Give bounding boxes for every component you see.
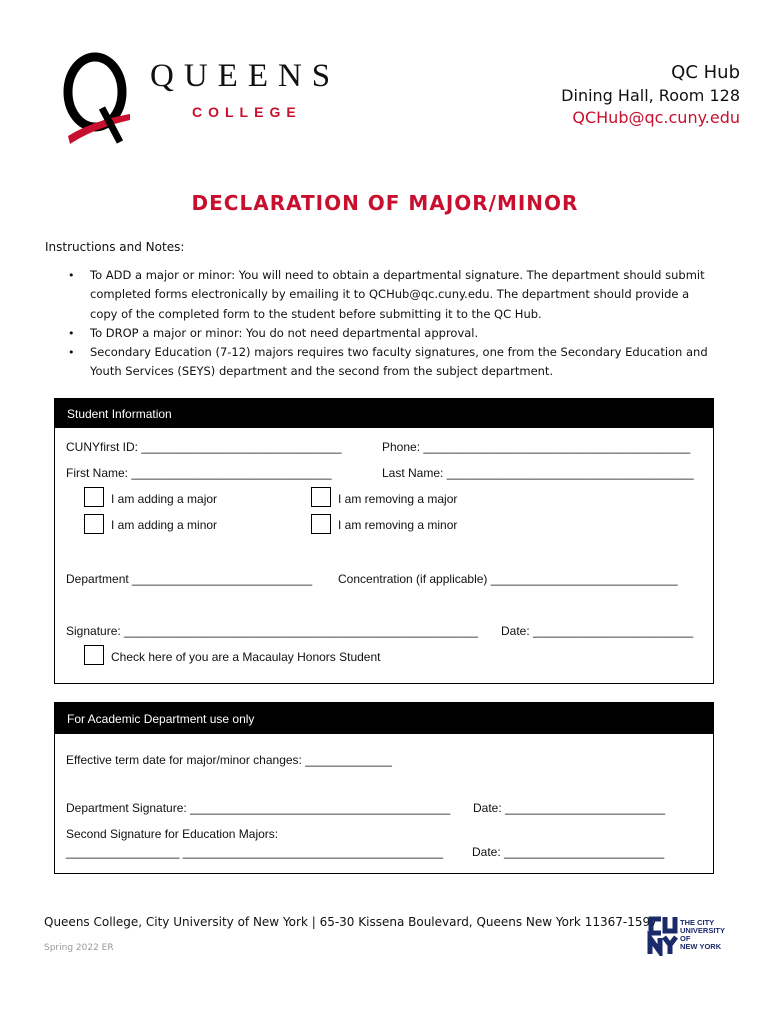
adding-major-label: I am adding a major (111, 492, 218, 506)
phone-field[interactable]: Phone: ________________________________________ (382, 440, 691, 454)
instruction-text: Secondary Education (7-12) majors requires two faculty signatures, one from the Secondary Education and Youth Services (SEYS) department and the second from the subject department. (90, 345, 708, 379)
footer-address: Queens College, City University of New York | 65-30 Kissena Boulevard, Queens New York 11367-1597 (44, 915, 658, 929)
department-use-heading: For Academic Department use only (55, 703, 713, 734)
department-date-field[interactable]: Date: ________________________ (473, 801, 666, 815)
logo-wordmark: QUEENS (150, 58, 341, 94)
footer-edition: Spring 2022 ER (44, 943, 114, 953)
second-date-field[interactable]: Date: ________________________ (472, 845, 665, 859)
signature-field[interactable]: Signature: _____________________________________________________ (66, 624, 478, 638)
instruction-text: To ADD a major or minor: You will need to obtain a departmental signature. The department should submit completed forms electronically by emailing it to QCHub@qc.cuny.edu. The department should provide a copy of the completed form to the student before submitting it to the QC Hub. (90, 268, 705, 321)
second-signature-label: Second Signature for Education Majors: (66, 827, 279, 841)
removing-major-label: I am removing a major (338, 492, 458, 506)
last-name-field[interactable]: Last Name: _____________________________________ (382, 466, 694, 480)
instruction-item (68, 266, 718, 324)
logo-subword: COLLEGE (192, 104, 302, 120)
student-information-heading: Student Information (55, 399, 713, 428)
removing-minor-label: I am removing a minor (338, 518, 458, 532)
office-location: Dining Hall, Room 128 (561, 86, 740, 105)
effective-term-field[interactable]: Effective term date for major/minor changes: _____________ (66, 753, 392, 767)
adding-minor-checkbox[interactable] (84, 514, 104, 534)
macaulay-checkbox[interactable] (84, 645, 104, 665)
bullet: • (68, 346, 75, 360)
instruction-item (68, 343, 718, 382)
concentration-field[interactable]: Concentration (if applicable) ____________________________ (338, 572, 678, 586)
macaulay-label: Check here of you are a Macaulay Honors Student (111, 650, 381, 664)
document-title: DECLARATION OF MAJOR/MINOR (191, 191, 579, 215)
instruction-text: To DROP a major or minor: You do not need departmental approval. (90, 325, 479, 340)
first-name-field[interactable]: First Name: ______________________________ (66, 466, 332, 480)
cunyfirst-id-field[interactable]: CUNYfirst ID: ______________________________ (66, 440, 342, 454)
adding-major-checkbox[interactable] (84, 487, 104, 507)
adding-minor-label: I am adding a minor (111, 518, 218, 532)
instructions-list (68, 266, 718, 382)
removing-major-checkbox[interactable] (311, 487, 331, 507)
cuny-logo-text: THE CITY UNIVERSITY OF NEW YORK (680, 918, 726, 951)
queens-college-q-logo (62, 50, 132, 150)
department-signature-field[interactable]: Department Signature: _______________________________________ (66, 801, 451, 815)
removing-minor-checkbox[interactable] (311, 514, 331, 534)
second-signature-field[interactable]: _________________ _______________________________________ (66, 845, 444, 859)
bullet: • (68, 269, 75, 282)
office-email-link[interactable]: QCHub@qc.cuny.edu (572, 108, 740, 127)
department-field[interactable]: Department ___________________________ (66, 572, 313, 586)
bullet: • (68, 326, 75, 340)
instruction-item (68, 324, 718, 343)
date-field[interactable]: Date: ________________________ (501, 624, 694, 638)
instructions-heading: Instructions and Notes: (45, 240, 185, 254)
office-title: QC Hub (671, 62, 740, 83)
